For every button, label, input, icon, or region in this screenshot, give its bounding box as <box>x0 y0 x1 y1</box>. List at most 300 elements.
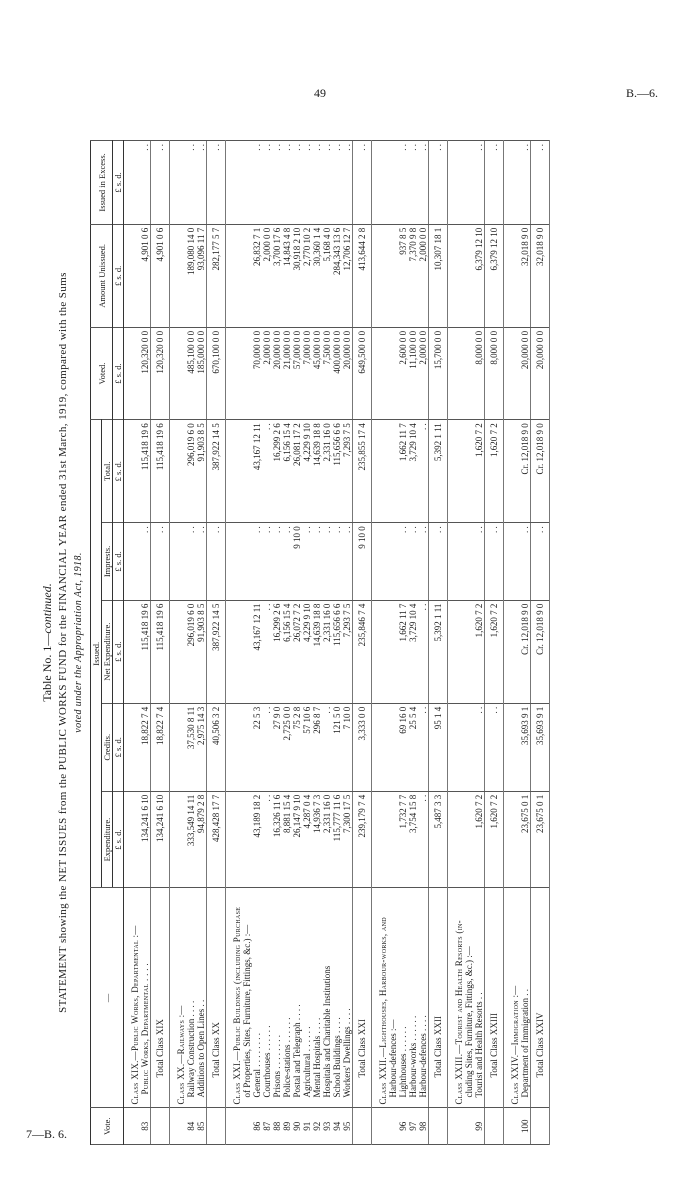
cell-net: . . <box>262 600 272 703</box>
cell-unissued: 4,901 0 6 <box>124 224 151 327</box>
cell-tot: 296,019 6 0 <box>186 420 196 523</box>
cell-tot: 4,229 9 10 <box>302 420 312 523</box>
statement-title <box>40 140 86 1145</box>
cell-voted: 20,000 0 0 <box>531 327 550 419</box>
cell-cred: . . <box>418 703 429 791</box>
cell-unissued: 10,307 18 1 <box>429 224 448 327</box>
table-row <box>448 141 465 1145</box>
cell-unissued: 6,379 12 10 <box>485 224 504 327</box>
header-description: — <box>91 888 124 1108</box>
cell-excess: . . <box>186 141 196 225</box>
cell-net: 115,418 19 6 <box>151 600 170 703</box>
vote-number: 97 <box>408 1108 418 1145</box>
vote-number: 98 <box>418 1108 429 1145</box>
units-excess: £ s. d. <box>113 141 124 225</box>
row-description: Total Class XXIII <box>485 888 504 1108</box>
cell-excess: . . <box>429 141 448 225</box>
cell-voted: 45,000 0 0 <box>312 327 322 419</box>
page-number: 49 <box>314 86 326 100</box>
cell-cred: 18,822 7 4 <box>124 703 151 791</box>
row-description: Department of Immigration . . <box>520 888 531 1108</box>
cell-imp <box>504 523 521 600</box>
row-description: Harbour-defences . . . . <box>418 888 429 1108</box>
cell-cred: 22 5 3 <box>252 703 262 791</box>
cell-excess: . . <box>124 141 151 225</box>
vote-number <box>151 1108 170 1145</box>
cell-tot: . . <box>418 420 429 523</box>
cell-cred: 121 5 0 <box>332 703 342 791</box>
cell-cred <box>372 703 389 791</box>
cell-net: 1,662 11 7 <box>398 600 408 703</box>
cell-imp: . . <box>342 523 353 600</box>
cell-imp: 9 10 0 <box>353 523 372 600</box>
total-row <box>207 141 226 1145</box>
cell-net: 7,293 7 5 <box>342 600 353 703</box>
cell-tot <box>504 420 521 523</box>
cell-tot: 14,639 18 8 <box>312 420 322 523</box>
cell-net: 43,167 12 11 <box>252 600 262 703</box>
cell-cred: 3,333 0 0 <box>353 703 372 791</box>
class-heading: Class XIX.—Public Works, Departmental :— <box>130 925 140 1105</box>
row-description: Railway Construction . . . . <box>186 888 196 1108</box>
row-description: School Buildings . . . . <box>332 888 342 1108</box>
cell-exp: 1,620 7 2 <box>474 791 485 888</box>
cell-tot: 43,167 12 11 <box>252 420 262 523</box>
net-issues-table <box>90 140 550 1145</box>
cell-voted: 7,000 0 0 <box>302 327 312 419</box>
table-row <box>272 141 282 1145</box>
cell-exp: 134,241 6 10 <box>151 791 170 888</box>
cell-excess: . . <box>342 141 353 225</box>
cell-net <box>388 600 398 703</box>
cell-exp <box>170 791 187 888</box>
row-description: General . . . . . . . . <box>252 888 262 1108</box>
vote-number: 91 <box>302 1108 312 1145</box>
vote-number <box>372 1108 389 1145</box>
cell-exp: 94,879 2 8 <box>196 791 207 888</box>
cell-unissued: 2,770 10 2 <box>302 224 312 327</box>
cell-cred <box>226 703 243 791</box>
cell-cred: 75 2 8 <box>292 703 302 791</box>
cell-cred: 2,725 0 0 <box>282 703 292 791</box>
row-description: Prisons . . . . . . . . <box>272 888 282 1108</box>
header-issued: Issued. <box>91 420 102 888</box>
table-row <box>196 141 207 1145</box>
cell-voted: 11,100 0 0 <box>408 327 418 419</box>
units-credits: £ s. d. <box>113 703 124 791</box>
cell-exp: 239,179 7 4 <box>353 791 372 888</box>
cell-imp: . . <box>418 523 429 600</box>
cell-excess <box>170 141 187 225</box>
cell-net: 2,331 16 0 <box>322 600 332 703</box>
cell-net: 115,656 6 6 <box>332 600 342 703</box>
cell-exp <box>448 791 465 888</box>
vote-number: 84 <box>186 1108 196 1145</box>
cell-unissued: 14,843 4 8 <box>282 224 292 327</box>
cell-unissued <box>170 224 187 327</box>
table-row <box>292 141 302 1145</box>
cell-imp: . . <box>332 523 342 600</box>
cell-excess: . . <box>196 141 207 225</box>
cell-unissued: 282,177 5 7 <box>207 224 226 327</box>
cell-tot: 26,081 17 2 <box>292 420 302 523</box>
table-row <box>322 141 332 1145</box>
units-unissued: £ s. d. <box>113 224 124 327</box>
cell-voted: 8,000 0 0 <box>474 327 485 419</box>
cell-exp <box>226 791 243 888</box>
table-row <box>474 141 485 1145</box>
cell-imp <box>226 523 243 600</box>
cell-tot: 235,855 17 4 <box>353 420 372 523</box>
row-description: Total Class XIX <box>151 888 170 1108</box>
cell-excess: . . <box>252 141 262 225</box>
table-row <box>186 141 196 1145</box>
cell-net: . . <box>418 600 429 703</box>
row-description: Courthouses . . . . . . <box>262 888 272 1108</box>
cell-cred: . . <box>485 703 504 791</box>
cell-voted <box>448 327 465 419</box>
cell-net <box>372 600 389 703</box>
row-description: Postal and Telegraph . . . . <box>292 888 302 1108</box>
cell-unissued: 4,901 0 6 <box>151 224 170 327</box>
cell-cred: 296 8 7 <box>312 703 322 791</box>
cell-excess <box>388 141 398 225</box>
table-row <box>242 141 252 1145</box>
cell-net: 3,729 10 4 <box>408 600 418 703</box>
vote-number: 89 <box>282 1108 292 1145</box>
cell-cred: 57 10 6 <box>302 703 312 791</box>
cell-imp: . . <box>252 523 262 600</box>
cell-net: 16,299 2 6 <box>272 600 282 703</box>
vote-number <box>242 1108 252 1145</box>
row-description: Harbour-works . . . . . . <box>408 888 418 1108</box>
cell-voted: 400,000 0 0 <box>332 327 342 419</box>
header-vote: Vote. <box>91 1108 124 1145</box>
vote-number <box>531 1108 550 1145</box>
table-body <box>124 141 550 1145</box>
table-row <box>252 141 262 1145</box>
cell-imp: 9 10 0 <box>292 523 302 600</box>
cell-voted: 8,000 0 0 <box>485 327 504 419</box>
vote-number: 87 <box>262 1108 272 1145</box>
cell-excess: . . <box>262 141 272 225</box>
cell-unissued: 5,168 4 0 <box>322 224 332 327</box>
cell-tot: . . <box>262 420 272 523</box>
cell-cred: 18,822 7 4 <box>151 703 170 791</box>
cell-excess <box>464 141 474 225</box>
cell-excess <box>504 141 521 225</box>
total-row <box>485 141 504 1145</box>
cell-tot: 6,156 15 4 <box>282 420 292 523</box>
cell-exp: 1,620 7 2 <box>485 791 504 888</box>
cell-net: 91,903 8 5 <box>196 600 207 703</box>
cell-net: 296,019 6 0 <box>186 600 196 703</box>
cell-voted: 20,000 0 0 <box>520 327 531 419</box>
cell-tot: Cr. 12,018 9 0 <box>531 420 550 523</box>
row-description: Class XX.—Railways :— <box>170 888 187 1108</box>
cell-net: 4,229 9 10 <box>302 600 312 703</box>
table-row <box>408 141 418 1145</box>
vote-number: 90 <box>292 1108 302 1145</box>
cell-excess: . . <box>282 141 292 225</box>
header-total: Total. <box>102 420 113 523</box>
vote-number <box>485 1108 504 1145</box>
cell-net <box>464 600 474 703</box>
table-row <box>388 141 398 1145</box>
table-row <box>170 141 187 1145</box>
cell-excess: . . <box>353 141 372 225</box>
cell-imp: . . <box>312 523 322 600</box>
row-description: Total Class XXII <box>429 888 448 1108</box>
cell-exp: 23,675 0 1 <box>520 791 531 888</box>
row-description: Total Class XXI <box>353 888 372 1108</box>
units-expenditure: £ s. d. <box>113 791 124 888</box>
cell-imp: . . <box>196 523 207 600</box>
cell-excess: . . <box>302 141 312 225</box>
row-description: Class XXIV.—Immigration :— <box>504 888 521 1108</box>
vote-item: Public Works, Departmental . . . . <box>140 963 150 1095</box>
cell-unissued <box>448 224 465 327</box>
cell-exp: 8,881 15 4 <box>282 791 292 888</box>
cell-tot: 115,418 19 6 <box>151 420 170 523</box>
cell-imp: . . <box>485 523 504 600</box>
units-net: £ s. d. <box>113 600 124 703</box>
cell-excess <box>448 141 465 225</box>
cell-voted: 21,000 0 0 <box>282 327 292 419</box>
cell-cred <box>464 703 474 791</box>
cell-unissued: 284,343 13 6 <box>332 224 342 327</box>
header-amount-unissued: Amount Unissued. <box>91 224 113 327</box>
cell-exp: 43,189 18 2 <box>252 791 262 888</box>
cell-tot <box>226 420 243 523</box>
cell-exp: 3,754 15 8 <box>408 791 418 888</box>
cell-voted: 2,000 0 0 <box>262 327 272 419</box>
cell-excess: . . <box>474 141 485 225</box>
cell-exp <box>464 791 474 888</box>
cell-voted: 2,000 0 0 <box>418 327 429 419</box>
cell-unissued: 3,700 17 6 <box>272 224 282 327</box>
cell-imp: . . <box>408 523 418 600</box>
cell-excess <box>372 141 389 225</box>
cell-imp: . . <box>302 523 312 600</box>
cell-tot <box>388 420 398 523</box>
cell-unissued <box>242 224 252 327</box>
cell-excess: . . <box>207 141 226 225</box>
table-row <box>342 141 353 1145</box>
cell-imp <box>464 523 474 600</box>
cell-unissued: 30,360 1 4 <box>312 224 322 327</box>
vote-number <box>429 1108 448 1145</box>
cell-cred: 25 5 4 <box>408 703 418 791</box>
cell-net <box>504 600 521 703</box>
table-row <box>302 141 312 1145</box>
cell-imp <box>448 523 465 600</box>
cell-excess: . . <box>332 141 342 225</box>
table-row <box>398 141 408 1145</box>
cell-unissued: 2,000 0 0 <box>418 224 429 327</box>
cell-tot: 3,729 10 4 <box>408 420 418 523</box>
cell-tot: 16,299 2 6 <box>272 420 282 523</box>
table-row <box>282 141 292 1145</box>
cell-excess: . . <box>485 141 504 225</box>
cell-voted: 649,500 0 0 <box>353 327 372 419</box>
cell-exp: 5,487 3 3 <box>429 791 448 888</box>
vote-number: 88 <box>272 1108 282 1145</box>
cell-cred: . . <box>322 703 332 791</box>
vote-number: 86 <box>252 1108 262 1145</box>
units-total: £ s. d. <box>113 420 124 523</box>
cell-tot: 5,392 1 11 <box>429 420 448 523</box>
vote-number: 95 <box>342 1108 353 1145</box>
vote-number <box>170 1108 187 1145</box>
table-row <box>520 141 531 1145</box>
cell-unissued <box>388 224 398 327</box>
cell-cred: 95 1 4 <box>429 703 448 791</box>
cell-tot: 91,903 8 5 <box>196 420 207 523</box>
cell-exp: 2,331 16 0 <box>322 791 332 888</box>
cell-voted: 185,000 0 0 <box>196 327 207 419</box>
cell-tot: 7,293 7 5 <box>342 420 353 523</box>
cell-tot: 387,922 14 5 <box>207 420 226 523</box>
row-description: Tourist and Health Resorts . . <box>474 888 485 1108</box>
cell-imp: . . <box>520 523 531 600</box>
cell-imp: . . <box>474 523 485 600</box>
cell-exp: 134,241 6 10 <box>124 791 151 888</box>
vote-number <box>353 1108 372 1145</box>
cell-unissued: 30,918 2 10 <box>292 224 302 327</box>
cell-exp: . . <box>418 791 429 888</box>
cell-tot <box>372 420 389 523</box>
cell-voted: 15,700 0 0 <box>429 327 448 419</box>
cell-voted <box>170 327 187 419</box>
cell-excess: . . <box>272 141 282 225</box>
cell-excess: . . <box>312 141 322 225</box>
cell-voted: 7,500 0 0 <box>322 327 332 419</box>
cell-unissued: 32,018 9 0 <box>531 224 550 327</box>
total-row <box>429 141 448 1145</box>
cell-imp: . . <box>429 523 448 600</box>
cell-exp: 23,675 0 1 <box>531 791 550 888</box>
rotated-statement-sheet <box>40 140 700 1145</box>
row-description: Class XXI.—Public Buildings (including Purchase <box>226 888 243 1108</box>
cell-imp <box>242 523 252 600</box>
cell-voted <box>388 327 398 419</box>
cell-cred <box>242 703 252 791</box>
title-line-2: voted under the Appropriation Act, 1918. <box>73 552 84 733</box>
cell-voted: 120,320 0 0 <box>151 327 170 419</box>
row-description: Agricultural . . . . . . <box>302 888 312 1108</box>
cell-net: 5,392 1 11 <box>429 600 448 703</box>
cell-cred: . . <box>474 703 485 791</box>
cell-tot: 1,620 7 2 <box>474 420 485 523</box>
vote-number <box>504 1108 521 1145</box>
cell-tot <box>464 420 474 523</box>
cell-cred: 35,693 9 1 <box>520 703 531 791</box>
row-description: of Properties, Sites, Furniture, Fittings, &c.) :— <box>242 888 252 1108</box>
cell-excess: . . <box>520 141 531 225</box>
cell-voted <box>504 327 521 419</box>
total-row <box>151 141 170 1145</box>
cell-excess: . . <box>151 141 170 225</box>
cell-imp: . . <box>272 523 282 600</box>
cell-excess: . . <box>322 141 332 225</box>
vote-number: 85 <box>196 1108 207 1145</box>
row-description: Total Class XXIV <box>531 888 550 1108</box>
cell-tot: 1,662 11 7 <box>398 420 408 523</box>
vote-number <box>388 1108 398 1145</box>
cell-net <box>170 600 187 703</box>
cell-voted: 120,320 0 0 <box>124 327 151 419</box>
header-net-expenditure: Net Expenditure. <box>102 600 113 703</box>
cell-net <box>448 600 465 703</box>
cell-excess <box>226 141 243 225</box>
cell-unissued <box>372 224 389 327</box>
cell-tot: Cr. 12,018 9 0 <box>520 420 531 523</box>
cell-imp <box>372 523 389 600</box>
cell-unissued: 32,018 9 0 <box>520 224 531 327</box>
row-description: Additions to Open Lines . . <box>196 888 207 1108</box>
cell-unissued <box>464 224 474 327</box>
total-row <box>353 141 372 1145</box>
cell-exp: 333,549 14 11 <box>186 791 196 888</box>
cell-cred: 7 10 0 <box>342 703 353 791</box>
cell-imp: . . <box>398 523 408 600</box>
cell-net: 387,922 14 5 <box>207 600 226 703</box>
cell-unissued: 2,000 0 0 <box>262 224 272 327</box>
table-row <box>464 141 474 1145</box>
row-description: Hospitals and Charitable Institutions <box>322 888 332 1108</box>
cell-exp: 7,300 17 5 <box>342 791 353 888</box>
cell-net: 115,418 19 6 <box>124 600 151 703</box>
vote-number: 93 <box>322 1108 332 1145</box>
cell-cred: 27 9 0 <box>272 703 282 791</box>
cell-cred: 37,530 8 11 <box>186 703 196 791</box>
cell-voted <box>226 327 243 419</box>
cell-cred <box>388 703 398 791</box>
header-credits: Credits. <box>102 703 113 791</box>
footer-reference: 7—B. 6. <box>26 1127 68 1141</box>
title-line-1: STATEMENT showing the NET ISSUES from the PUBLIC WORKS FUND for the FINANCIAL YEAR ended 31st March, 1919, compared with the Sums <box>57 272 69 1013</box>
units-voted: £ s. d. <box>113 327 124 419</box>
cell-exp <box>388 791 398 888</box>
header-imprests: Imprests. <box>102 523 113 600</box>
cell-cred: 35,693 9 1 <box>531 703 550 791</box>
cell-exp: . . <box>262 791 272 888</box>
cell-excess: . . <box>292 141 302 225</box>
cell-unissued: 93,096 11 7 <box>196 224 207 327</box>
vote-number: 96 <box>398 1108 408 1145</box>
cell-cred: 40,506 3 2 <box>207 703 226 791</box>
cell-exp: 1,732 7 7 <box>398 791 408 888</box>
cell-voted: 57,000 0 0 <box>292 327 302 419</box>
cell-net: 1,620 7 2 <box>474 600 485 703</box>
table-row <box>372 141 389 1145</box>
cell-net: 14,639 18 8 <box>312 600 322 703</box>
cell-excess: . . <box>408 141 418 225</box>
cell-tot <box>170 420 187 523</box>
vote-number <box>207 1108 226 1145</box>
cell-imp: . . <box>262 523 272 600</box>
row-description: Class XXII.—Lighthouses, Harbour-works, and <box>372 888 389 1108</box>
cell-imp: . . <box>207 523 226 600</box>
cell-net: 6,156 15 4 <box>282 600 292 703</box>
cell-net <box>226 600 243 703</box>
row-description: cluding Sites, Furniture, Fittings, &c.) :— <box>464 888 474 1108</box>
row-description: Total Class XX <box>207 888 226 1108</box>
cell-imp: . . <box>186 523 196 600</box>
row-description <box>124 888 151 1108</box>
vote-number: 92 <box>312 1108 322 1145</box>
